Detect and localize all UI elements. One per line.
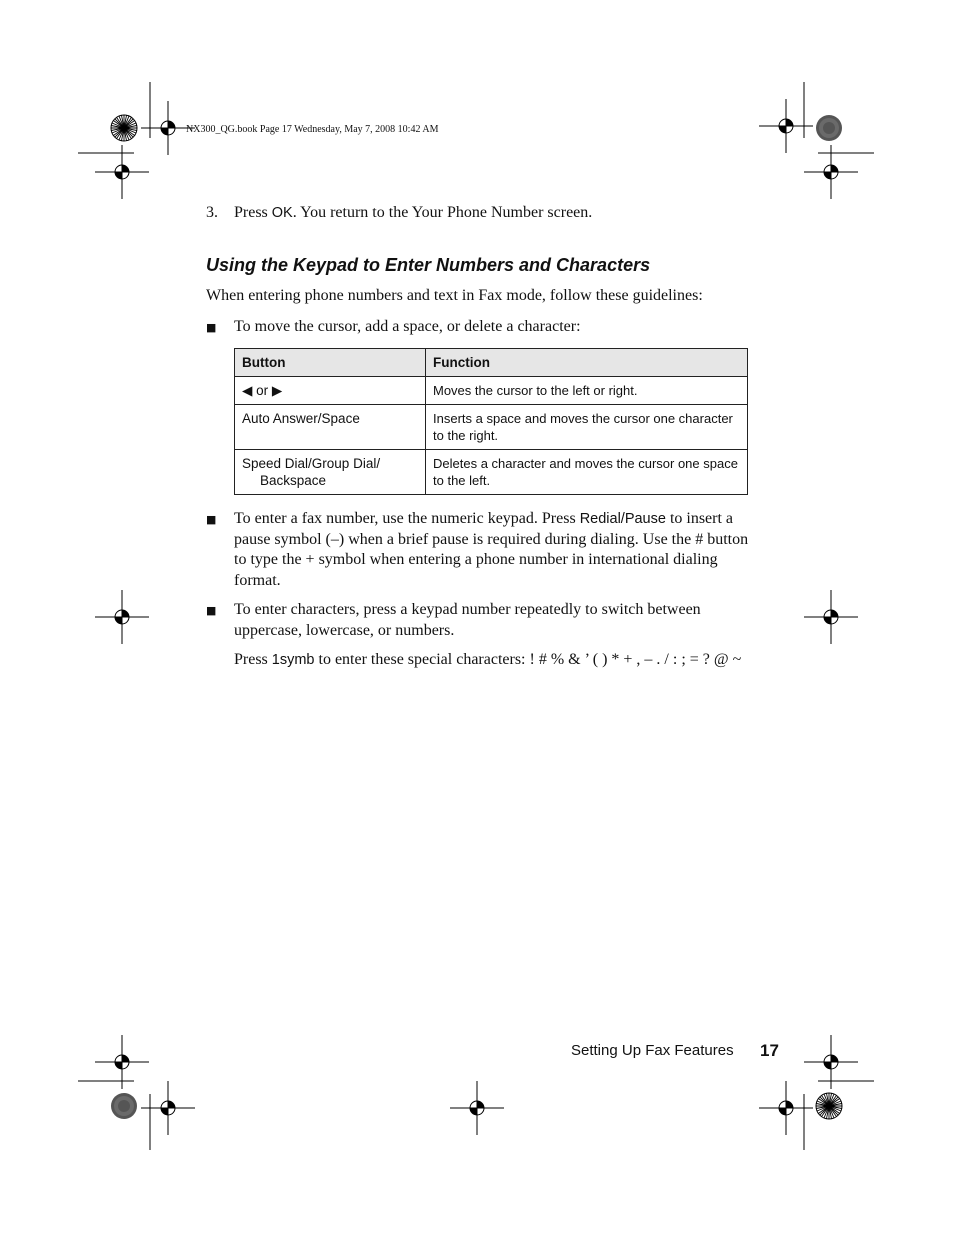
print-slug-header: NX300_QG.book Page 17 Wednesday, May 7, 2008 10:42 AM (186, 124, 439, 135)
bullet-characters (206, 600, 751, 641)
redial-pause-key-label: Redial/Pause (579, 511, 666, 527)
symb-key-label: 1symb (271, 652, 315, 668)
keypad-function-table (234, 348, 748, 495)
bullet-mark: ■ (206, 321, 217, 334)
step-number: 3. (206, 204, 218, 221)
symb-text-before: Press (234, 651, 272, 668)
special-characters-text (234, 650, 766, 671)
button-label-line1: Speed Dial/Group Dial/ (242, 456, 381, 471)
table-header-button: Button (235, 349, 426, 377)
table-row (235, 377, 748, 405)
button-label-line2: Backspace (260, 473, 327, 488)
step-3 (206, 204, 592, 222)
bullet-mark: ■ (206, 513, 217, 526)
table-cell-button (235, 450, 426, 495)
table-cell-function: Deletes a character and moves the cursor one space to the left. (426, 450, 748, 495)
section-heading: Using the Keypad to Enter Numbers and Characters (206, 255, 651, 275)
bullet-cursor-text: To move the cursor, add a space, or delete a character: (234, 318, 581, 335)
table-cell-button: Auto Answer/Space (235, 405, 426, 450)
step-text-after: . You return to the Your Phone Number screen. (292, 204, 593, 221)
step-text-before: Press (234, 204, 272, 221)
bullet-cursor (206, 317, 751, 338)
bullet-fax-number (206, 509, 751, 591)
table-header-row (235, 349, 748, 377)
table-row (235, 405, 748, 450)
special-characters-line (206, 650, 766, 671)
table-cell-button: ◀ or ▶ (235, 377, 426, 405)
footer-section-name: Setting Up Fax Features (571, 1042, 734, 1059)
fax-text-after: to insert a pause symbol (–) when a brief pause is required during dialing. Use the # button to type the + symbol when entering a phone number in international dialing format. (234, 510, 749, 589)
bullet-characters-text: To enter characters, press a keypad number repeatedly to switch between uppercase, lowercase, or numbers. (234, 601, 701, 639)
bullet-fax-text (234, 509, 751, 591)
table-cell-function: Moves the cursor to the left or right. (426, 377, 748, 405)
fax-text-before: To enter a fax number, use the numeric keypad. Press (234, 510, 580, 527)
table-header-function: Function (426, 349, 748, 377)
footer-page-number: 17 (760, 1041, 779, 1060)
bullet-mark: ■ (206, 604, 217, 617)
ok-key-label: OK (271, 205, 293, 221)
symb-text-after: to enter these special characters: ! # % & ’ ( ) * + , – . / : ; = ? @ ~ (314, 651, 742, 668)
table-cell-function: Inserts a space and moves the cursor one character to the right. (426, 405, 748, 450)
table-row (235, 450, 748, 495)
section-intro: When entering phone numbers and text in Fax mode, follow these guidelines: (206, 287, 703, 304)
